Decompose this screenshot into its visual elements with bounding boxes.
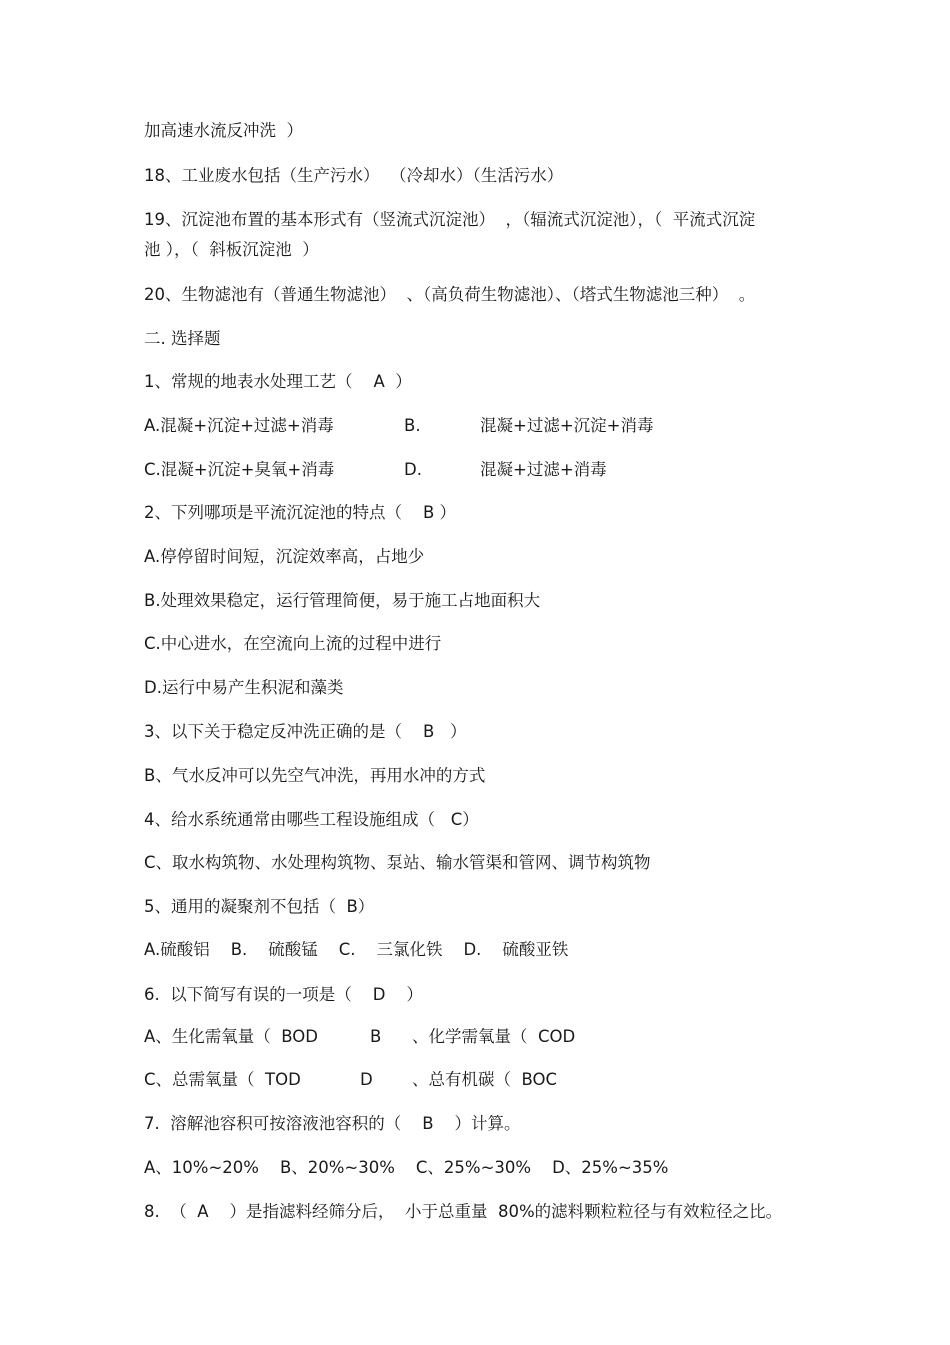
options-line: 、总有机碳（ BOC [412,1070,558,1089]
option-a: A.停停留时间短，沉淀效率高，占地少 [144,547,425,566]
options-line: 、化学需氧量（ COD [412,1027,576,1046]
option-label-b: B [370,1027,382,1046]
text-line: 加高速水流反冲洗 ） [144,121,303,140]
question-18: 18、工业废水包括（生产污水） （冷却水）（生活污水） [144,166,564,185]
question-20: 20、生物滤池有（普通生物滤池） 、（高负荷生物滤池）、（塔式生物滤池三种） 。 [144,285,756,304]
option-d: D.运行中易产生积泥和藻类 [144,678,344,697]
option-c: C.混凝+沉淀+臭氧+消毒 [144,460,335,479]
choice-question-7: 7. 溶解池容积可按溶液池容积的（ B ）计算。 [144,1114,521,1133]
options-line: A、10%~20% B、20%~30% C、25%~30% D、25%~35% [144,1158,669,1177]
question-19-line-2: 池 ），（ 斜板沉淀池 ） [144,240,319,259]
options-line: A.硫酸铝 B. 硫酸锰 C. 三氯化铁 D. 硫酸亚铁 [144,940,569,959]
option-d: 混凝+过滤+消毒 [480,460,607,479]
answer-line: C、取水构筑物、水处理构筑物、泵站、输水管渠和管网、调节构筑物 [144,853,651,872]
question-19-line-1: 19、沉淀池布置的基本形式有（竖流式沉淀池） ，（辐流式沉淀池），（ 平流式沉淀 [144,210,756,229]
option-b: B.处理效果稳定，运行管理简便，易于施工占地面积大 [144,591,541,610]
choice-question-5: 5、通用的凝聚剂不包括（ B） [144,897,375,916]
option-label-d: D. [404,460,422,479]
option-label-b: B. [404,416,421,435]
choice-question-3: 3、以下关于稳定反冲洗正确的是（ B ） [144,722,467,741]
choice-question-1: 1、常规的地表水处理工艺（ A ） [144,372,412,391]
options-line: A、生化需氧量（ BOD [144,1027,318,1046]
option-c: C.中心进水，在空流向上流的过程中进行 [144,634,442,653]
option-label-d: D [360,1070,373,1089]
choice-question-6: 6. 以下简写有误的一项是（ D ） [144,985,423,1004]
options-line: C、总需氧量（ TOD [144,1070,301,1089]
section-heading: 二. 选择题 [144,329,221,348]
choice-question-2: 2、下列哪项是平流沉淀池的特点（ B ） [144,503,457,522]
answer-line: B、气水反冲可以先空气冲洗，再用水冲的方式 [144,766,486,785]
option-a: A.混凝+沉淀+过滤+消毒 [144,416,334,435]
choice-question-4: 4、给水系统通常由哪些工程设施组成（ C） [144,810,479,829]
option-b: 混凝+过滤+沉淀+消毒 [480,416,654,435]
choice-question-8: 8. （ A ）是指滤料经筛分后， 小于总重量 80%的滤料颗粒粒径与有效粒径之比。 [144,1202,783,1221]
